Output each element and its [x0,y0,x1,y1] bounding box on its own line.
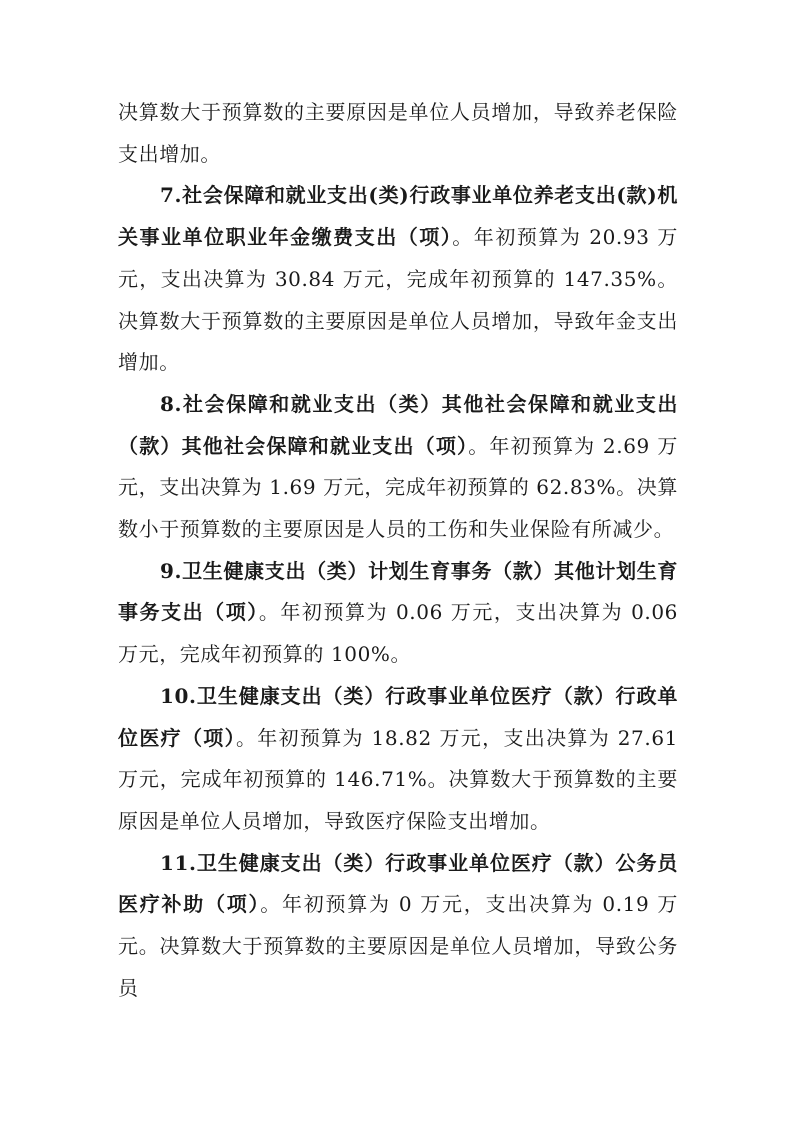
paragraph-heading: 11.卫生健康支出（类）行政事业单位医疗（款）公务员医疗补助（项） [118,850,678,917]
paragraph-body: 。年初预算为 0.06 万元，支出决算为 0.06 万元，完成年初预算的 100%。 [118,600,678,667]
paragraph-heading: 9.卫生健康支出（类）计划生育事务（款）其他计划生育事务支出（项） [118,558,678,625]
paragraph-body: 。年初预算为 18.82 万元，支出决算为 27.61 万元，完成年初预算的 146.71%。决算数大于预算数的主要原因是单位人员增加，导致医疗保险支出增加。 [118,725,678,833]
paragraph-heading: 10.卫生健康支出（类）行政事业单位医疗（款）行政单位医疗（项） [118,683,678,750]
paragraph-body: 。年初预算为 0 万元，支出决算为 0.19 万元。决算数大于预算数的主要原因是单位人员增加，导致公务员 [118,892,679,1000]
paragraph-item-11 [118,843,678,1010]
paragraph-item-10 [118,676,678,843]
paragraph-heading: 8.社会保障和就业支出（类）其他社会保障和就业支出（款）其他社会保障和就业支出（项） [118,391,678,458]
paragraph-body: 决算数大于预算数的主要原因是单位人员增加，导致养老保险支出增加。 [118,100,678,166]
paragraph-body: 。年初预算为 2.69 万元，支出决算为 1.69 万元，完成年初预算的 62.83%。决算数小于预算数的主要原因是人员的工伤和失业保险有所减少。 [118,433,679,542]
paragraph-item-8 [118,384,678,551]
paragraph-continuation [118,92,678,175]
paragraph-item-7 [118,175,678,384]
paragraph-item-9 [118,551,678,676]
paragraph-heading: 7.社会保障和就业支出(类)行政事业单位养老支出(款)机关事业单位职业年金缴费支出（项） [118,183,678,250]
document-body [118,92,678,1009]
paragraph-body: 。年初预算为 20.93 万元，支出决算为 30.84 万元，完成年初预算的 147.35%。决算数大于预算数的主要原因是单位人员增加，导致年金支出增加。 [118,225,678,375]
